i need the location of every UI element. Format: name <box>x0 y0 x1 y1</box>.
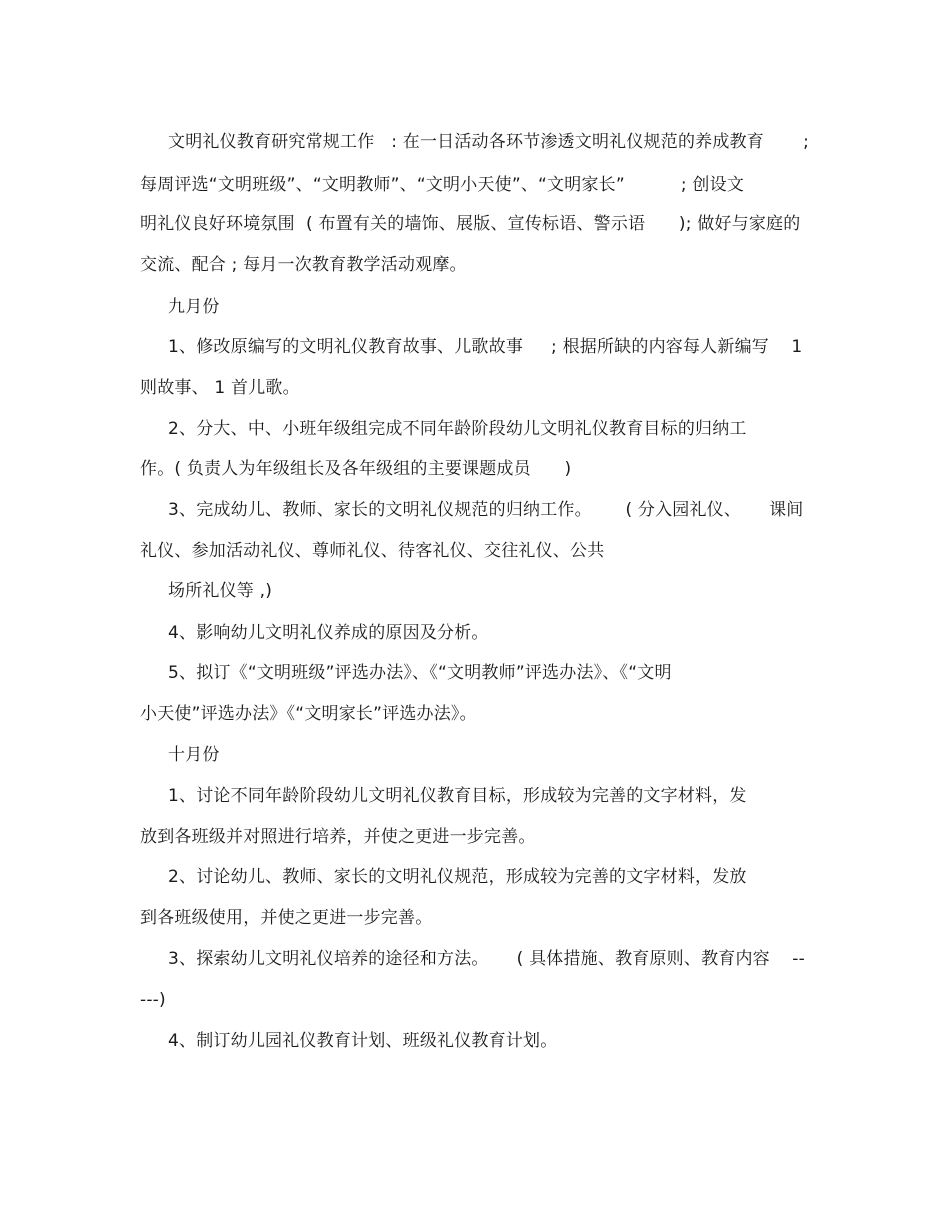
text-line: 每周评选“文明班级”、“文明教师”、“文明小天使”、“文明家长” ; 创设文 <box>140 175 745 195</box>
text-line: 1、讨论不同年龄阶段幼儿文明礼仪教育目标，形成较为完善的文字材料，发 <box>168 786 747 806</box>
section-heading: 十月份 <box>168 745 220 765</box>
text-line: 放到各班级并对照进行培养，并使之更进一步完善。 <box>140 827 536 847</box>
text-line: 礼仪、参加活动礼仪、尊师礼仪、待客礼仪、交往礼仪、公共 <box>140 541 605 561</box>
text-line: 明礼仪良好环境氛围 ( 布置有关的墙饰、展版、宣传标语、警示语 ); 做好与家庭的 <box>140 214 801 234</box>
text-line: 到各班级使用，并使之更进一步完善。 <box>140 908 433 928</box>
text-line: 3、完成幼儿、教师、家长的文明礼仪规范的归纳工作。 ( 分入园礼仪、 课间 <box>168 500 804 520</box>
text-line: 小天使”评选办法》《“文明家长”评选办法》。 <box>140 704 477 724</box>
text-line: 3、探索幼儿文明礼仪培养的途径和方法。 ( 具体措施、教育原则、教育内容 -- <box>168 949 805 969</box>
text-line: 则故事、 1 首儿歌。 <box>140 378 300 398</box>
text-line: 作。( 负责人为年级组长及各年级组的主要课题成员 ) <box>140 459 572 479</box>
text-line: 文明礼仪教育研究常规工作 : 在一日活动各环节渗透文明礼仪规范的养成教育 ; <box>168 132 810 152</box>
section-heading: 九月份 <box>168 297 220 317</box>
text-line: 4、制订幼儿园礼仪教育计划、班级礼仪教育计划。 <box>168 1031 558 1051</box>
text-line: 5、拟订《“文明班级”评选办法》、《“文明教师”评选办法》、《“文明 <box>168 663 672 683</box>
text-line: 4、影响幼儿文明礼仪养成的原因及分析。 <box>168 623 489 643</box>
text-line: 2、分大、中、小班年级组完成不同年龄阶段幼儿文明礼仪教育目标的归纳工 <box>168 419 747 439</box>
text-line: 场所礼仪等 ,) <box>168 581 273 601</box>
text-line: 交流、配合 ; 每月一次教育教学活动观摩。 <box>140 255 467 275</box>
text-line: ---) <box>140 990 166 1010</box>
text-line: 2、讨论幼儿、教师、家长的文明礼仪规范，形成较为完善的文字材料，发放 <box>168 867 747 887</box>
text-line: 1、修改原编写的文明礼仪教育故事、儿歌故事 ; 根据所缺的内容每人新编写 1 <box>168 337 803 357</box>
